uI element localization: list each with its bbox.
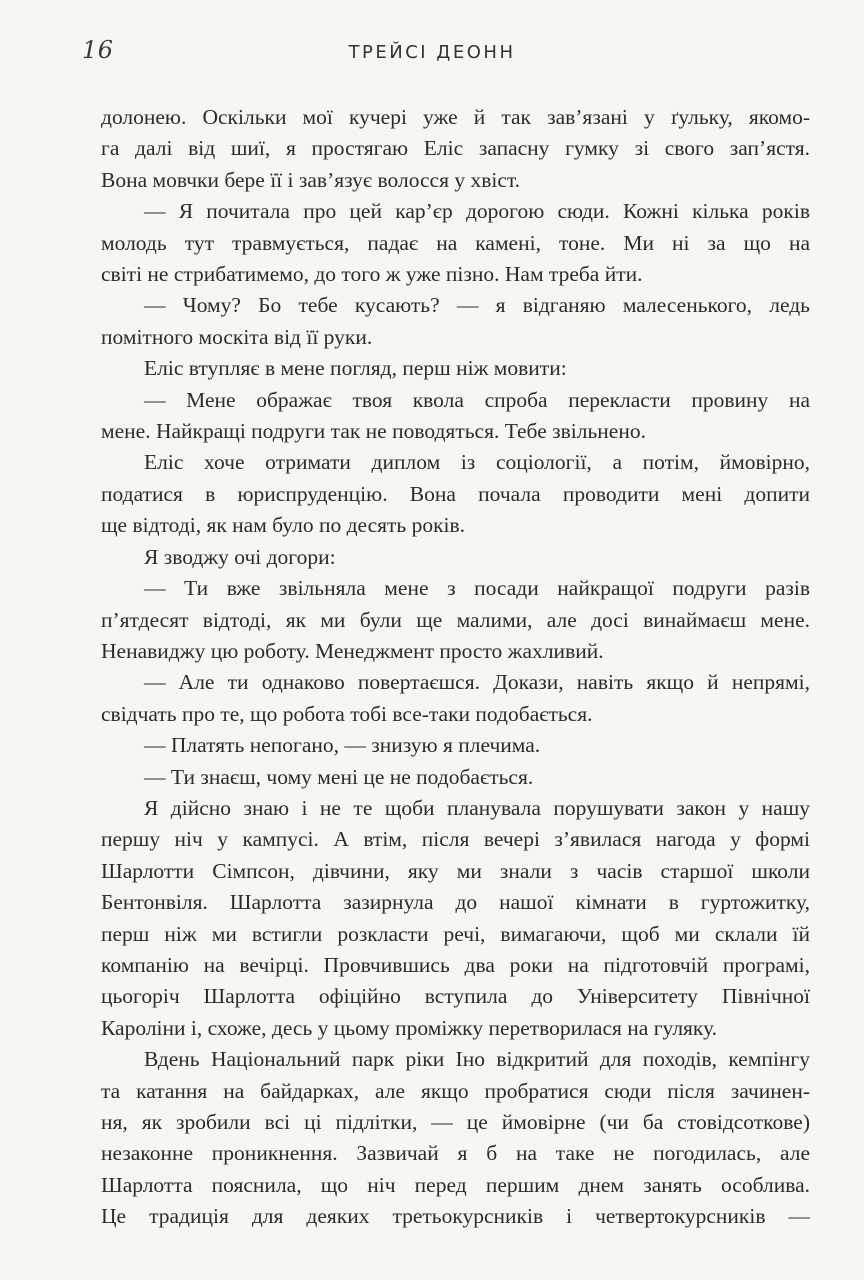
text-line: — Я почитала про цей кар’єр дорогою сюди. Кожні кілька років bbox=[144, 199, 810, 224]
text-line: світі не стрибатимемо, до того ж уже пізно. Нам треба йти. bbox=[101, 262, 643, 287]
text-line: молодь тут травмується, падає на камені, тоне. Ми ні за що на bbox=[101, 230, 810, 255]
text-line: — Чому? Бо тебе кусають? — я відганяю малесенького, ледь bbox=[144, 293, 810, 318]
text-line: — Платять непогано, — знизую я плечима. bbox=[144, 733, 541, 758]
text-line: ще відтоді, як нам було по десять років. bbox=[101, 513, 466, 538]
body-text bbox=[101, 102, 810, 1233]
text-line: першу ніч у кампусі. А втім, після вечері з’явилася нагода у формі bbox=[101, 827, 810, 852]
text-line: помітного москіта від її руки. bbox=[101, 324, 373, 349]
page-number: 16 bbox=[82, 36, 114, 64]
text-line: Еліс втупляє в мене погляд, перш ніж мовити: bbox=[144, 356, 567, 381]
text-line: свідчать про те, що робота тобі все-таки подобається. bbox=[101, 701, 593, 726]
text-line: Це традиція для деяких третьокурсників і четвертокурсників — bbox=[101, 1204, 810, 1229]
text-line: та катання на байдарках, але якщо пробратися сюди після зачинен- bbox=[101, 1078, 810, 1103]
text-line: Шарлотти Сімпсон, дівчини, яку ми знали з часів старшої школи bbox=[101, 858, 810, 883]
text-line: незаконне проникнення. Зазвичай я б на таке не погодилась, але bbox=[101, 1141, 810, 1166]
text-line: — Мене ображає твоя квола спроба перекласти провину на bbox=[144, 387, 810, 412]
text-line: Ненавиджу цю роботу. Менеджмент просто жахливий. bbox=[101, 638, 604, 663]
text-line: Я зводжу очі догори: bbox=[144, 544, 336, 569]
text-line: — Ти вже звільняла мене з посади найкращої подруги разів bbox=[144, 576, 810, 601]
text-line: ня, як зробили всі ці підлітки, — це ймовірне (чи ба стовідсоткове) bbox=[101, 1110, 810, 1134]
text-line: податися в юриспруденцію. Вона почала проводити мені допити bbox=[101, 481, 810, 506]
text-line: — Ти знаєш, чому мені це не подобається. bbox=[144, 764, 534, 789]
text-line: Еліс хоче отримати диплом із соціології, а потім, ймовірно, bbox=[144, 450, 810, 475]
text-line: Шарлотта пояснила, що ніч перед першим днем занять особлива. bbox=[101, 1172, 810, 1197]
text-line: Вдень Національний парк ріки Іно відкритий для походів, кемпінгу bbox=[144, 1047, 810, 1072]
text-line: мене. Найкращі подруги так не поводяться. Тебе звільнено. bbox=[101, 419, 646, 444]
text-line: цьогоріч Шарлотта офіційно вступила до Університету Північної bbox=[101, 984, 810, 1009]
text-line: перш ніж ми встигли розкласти речі, вимагаючи, щоб ми склали їй bbox=[101, 921, 810, 946]
text-line: — Але ти однаково повертаєшся. Докази, навіть якщо й непрямі, bbox=[144, 670, 810, 695]
text-line: Вона мовчки бере її і зав’язує волосся у хвіст. bbox=[101, 167, 521, 192]
text-line: га далі від шиї, я простягаю Еліс запасну гумку зі свого зап’ястя. bbox=[101, 136, 810, 161]
text-line: долонею. Оскільки мої кучері уже й так зав’язані у ґульку, якомо- bbox=[101, 105, 810, 129]
text-line: Я дійсно знаю і не те щоби планувала порушувати закон у нашу bbox=[144, 795, 810, 820]
text-line: Кароліни і, схоже, десь у цьому проміжку перетворилася на гуляку. bbox=[101, 1015, 718, 1040]
running-head: ТРЕЙСІ ДЕОНН bbox=[348, 42, 516, 63]
text-line: компанію на вечірці. Провчившись два роки на підготовчій програмі, bbox=[101, 952, 810, 977]
text-line: Бентонвіля. Шарлотта зазирнула до нашої кімнати в гуртожитку, bbox=[101, 890, 810, 915]
text-line: п’ятдесят відтоді, як ми були ще малими, але досі винаймаєш мене. bbox=[101, 607, 810, 632]
